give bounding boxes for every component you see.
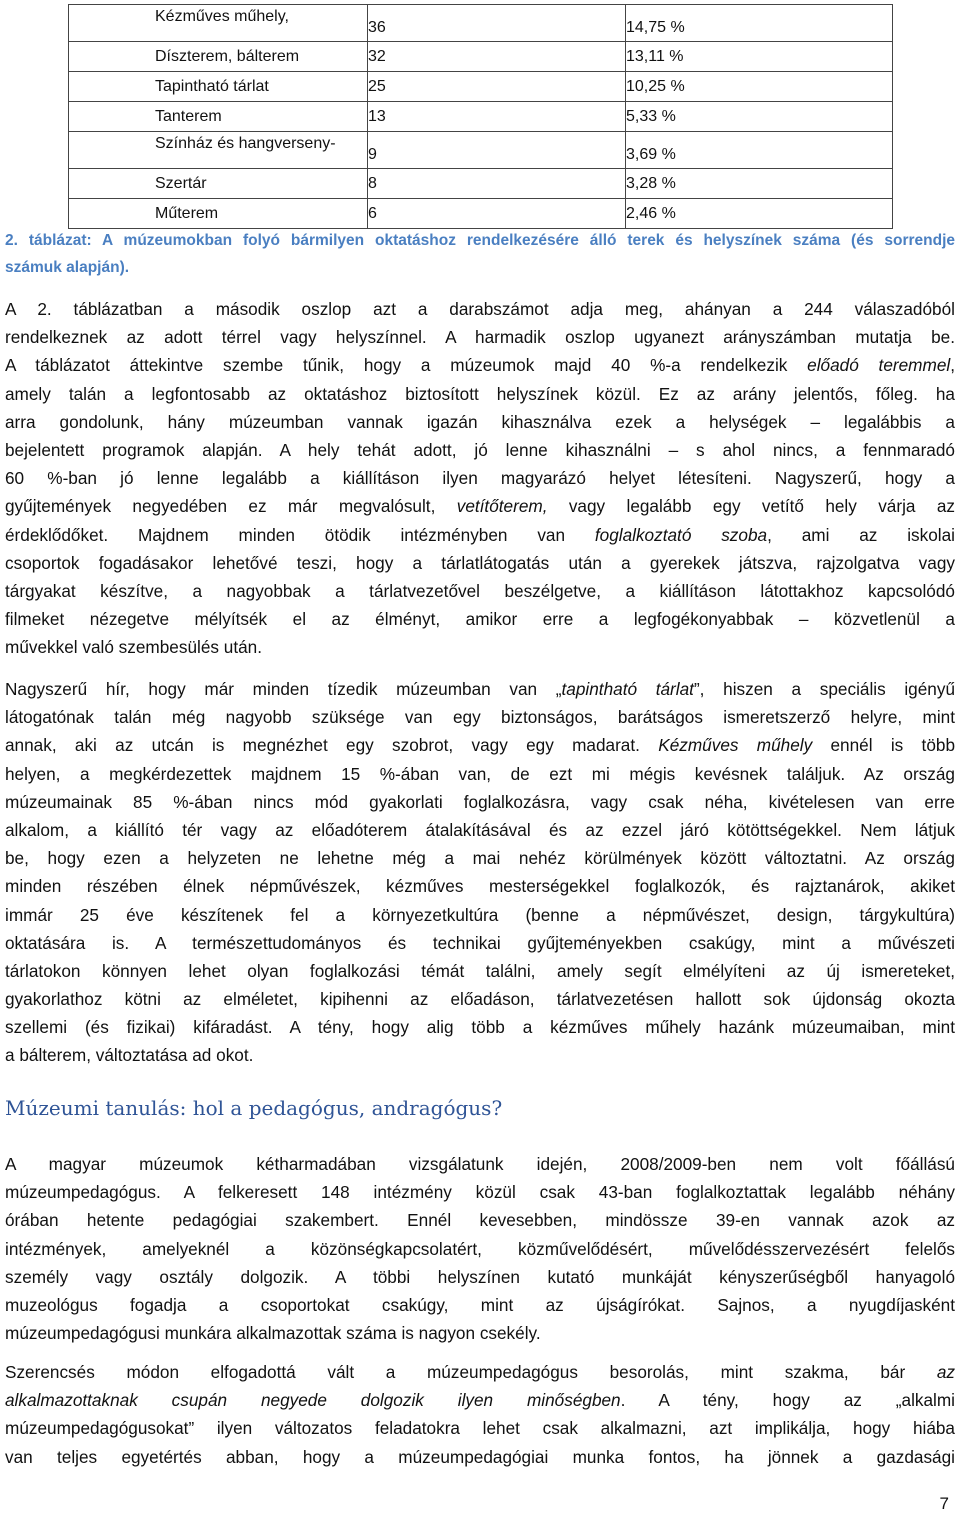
text-line (5, 351, 955, 379)
row-percent: 10,25 % (626, 72, 893, 102)
text-line: oktatására is. A természettudományos és technikai gyűjteményekben csakúgy, mint a művészeti (5, 932, 955, 953)
emphasis: előadó teremmel (807, 355, 951, 376)
text-line: tárlatokon könnyen lehet olyan foglalkozási témát találni, amely segít elmélyíteni az új ismereteket, (5, 960, 955, 981)
paragraph-museum-educators (5, 1150, 955, 1347)
text-line: gyakorlathoz kötni az elméletet, kipihenni az előadáson, tárlatvezetésen hallott sok újdonság okozta (5, 989, 955, 1010)
row-percent: 2,46 % (626, 199, 893, 229)
row-label: Szertár (69, 169, 368, 199)
page-number: 7 (939, 1494, 949, 1513)
text-run: vagy legalább egy vetítő hely várja az (547, 496, 955, 517)
text-line: muzeológus fogadja a csoportokat csakúgy, mint az újságírókat. Sajnos, a nyugdíjasként (5, 1294, 955, 1315)
text-run: . A tény, hogy az „alkalmi (620, 1390, 955, 1411)
table-row (69, 42, 893, 72)
text-run: ennél is több (812, 735, 956, 756)
caption-line: számuk alapján). (5, 259, 130, 276)
text-run: érdeklődőket. Majdnem minden ötödik intézményben van (5, 524, 595, 545)
row-count: 36 (368, 5, 626, 42)
places-table (68, 4, 893, 229)
text-line (5, 731, 955, 759)
emphasis: Kézműves műhely (658, 735, 813, 756)
text-run: , (950, 355, 955, 376)
row-count: 13 (368, 102, 626, 132)
row-count: 32 (368, 42, 626, 72)
table-row (69, 132, 893, 169)
row-percent: 14,75 % (626, 5, 893, 42)
table-caption (5, 227, 955, 281)
text-line: tárgyakat készítve, a nagyobbak a tárlatvezetővel beszélgetve, a kiállításon látottakhoz kapcsolódó (5, 580, 955, 601)
text-line: múzeumpedagógus. A felkeresett 148 intézmény közül csak 43-ban foglalkoztattak legalább néhány (5, 1182, 955, 1203)
text-line: arra gondolunk, hány múzeumban vannak igazán kihasználva ezek a helységek – legalábbis a (5, 411, 955, 432)
row-count: 8 (368, 169, 626, 199)
emphasis: tapintható tárlat (561, 679, 694, 699)
paragraph-spaces-analysis (5, 295, 955, 661)
text-line: bejelentett programok alapján. A hely tehát adott, jó lenne kihasználni – s ahol nincs, a fennmaradó (5, 439, 955, 460)
row-percent: 5,33 % (626, 102, 893, 132)
text-line: intézmények, amelyeknél a közönségkapcsolatért, közművelődésért, művelődésszervezésért felelős (5, 1238, 955, 1259)
row-label: Műterem (69, 199, 368, 229)
row-label: Tapintható tárlat (69, 72, 368, 102)
text-run: Nagyszerű hír, hogy már minden tízedik múzeumban van „ (5, 679, 562, 699)
emphasis: vetítőterem, (456, 496, 548, 517)
emphasis: az (936, 1362, 955, 1382)
text-run: ”, hiszen a speciális igényű (693, 679, 956, 699)
caption-line: 2. táblázat: A múzeumokban folyó bármilyen oktatáshoz rendelkezésére álló terek és helyszínek száma (és sorrendje (5, 232, 955, 249)
row-percent: 13,11 % (626, 42, 893, 72)
row-label: Díszterem, bálterem (69, 42, 368, 72)
text-line: A magyar múzeumok kétharmadában vizsgálatunk idején, 2008/2009-ben nem volt főállású (5, 1154, 955, 1174)
text-line: A 2. táblázatban a második oszlop azt a darabszámot adja meg, ahányan a 244 válaszadóból (5, 299, 955, 319)
text-run: annak, aki az utcán is megnézhet egy szobrot, vagy egy madarat. (5, 735, 659, 756)
row-count: 6 (368, 199, 626, 229)
text-line: van teljes egyetértés abban, hogy a múzeumpedagógiai munka fontos, ha jönnek a gazdasági (5, 1446, 955, 1467)
text-line: helyen, a megkérdezettek majdnem 15 %-ában van, de ezt mi mégis kevésnek találjuk. Az ország (5, 763, 955, 784)
emphasis: foglalkoztató szoba (594, 524, 768, 545)
text-line: 60 %-ban jó lenne legalább a kiállításon ilyen magyarázó helyet létesíteni. Nagyszerű, hogy a (5, 468, 955, 489)
row-count: 9 (368, 132, 626, 169)
text-line: minden részében élnek népművészek, kézműves mesterségekkel foglalkozók, és rajztanárok, akiket (5, 876, 955, 897)
text-run: A táblázatot áttekintve szembe tűnik, hogy a múzeumok majd 40 %-a rendelkezik (5, 355, 808, 376)
row-count: 25 (368, 72, 626, 102)
text-line (5, 1358, 955, 1386)
paragraph-profession (5, 1358, 955, 1471)
text-line (5, 521, 955, 549)
text-line: amely talán a legfontosabb az oktatáshoz biztosított helyszínek közül. Ez az arány jelentős, főleg. ha (5, 383, 955, 404)
text-line: szellemi (és fizikai) kifáradást. A tény, hogy alig több a kézműves műhely hazánk múzeumaiban, mint (5, 1017, 955, 1038)
text-line: múzeumpedagógusokat” ilyen változatos feladatokra lehet csak alkalmazni, azt implikálja, hogy hiába (5, 1418, 955, 1439)
text-run: , ami az iskolai (767, 524, 955, 545)
row-percent: 3,28 % (626, 169, 893, 199)
paragraph-tactile-exhibit (5, 675, 955, 1070)
table-row (69, 72, 893, 102)
row-percent: 3,69 % (626, 132, 893, 169)
text-line: filmeket nézegetve mélyítsék el az élményt, amikor erre a legfogékonyabbak – közvetlenül a (5, 609, 955, 630)
text-line: immár 25 éve készítenek fel a környezetkultúra (benne a népművészet, design, tárgykultúra) (5, 904, 955, 925)
text-line: alkalom, a kiállító tér vagy az előadóterem átalakításával és az ezzel járó kötöttségekkel. Nem látjuk (5, 819, 955, 840)
text-line: be, hogy ezen a helyzeten ne lehetne még a mai nehéz körülmények között változtatni. Az ország (5, 848, 955, 869)
text-line: rendelkeznek az adott térrel vagy helyszínnel. A harmadik oszlop ugyanezt arányszámban mutatja be. (5, 327, 955, 348)
table-row (69, 199, 893, 229)
text-line (5, 492, 955, 520)
section-heading: Múzeumi tanulás: hol a pedagógus, andragógus? (5, 1096, 503, 1120)
text-line: a bálterem, változtatása ad okot. (5, 1045, 254, 1066)
table-row (69, 102, 893, 132)
text-line: múzeumainak 85 %-ában nincs mód gyakorlati foglalkozásra, vagy csak néha, kivételesen van erre (5, 791, 955, 812)
text-line: csoportok fogadásakor lehetővé teszi, hogy a tárlatlátogatás után a gyerekek játszva, rajzolgatva vagy (5, 552, 955, 573)
text-run: Szerencsés módon elfogadottá vált a múzeumpedagógus besorolás, mint szakma, bár (5, 1362, 937, 1382)
emphasis: alkalmazottaknak csupán negyede dolgozik ilyen minőségben (5, 1390, 621, 1411)
row-label: Színház és hangverseny- (69, 132, 368, 169)
row-label: Kézműves műhely, (69, 5, 368, 42)
text-line (5, 675, 955, 703)
table-row (69, 169, 893, 199)
text-line: múzeumpedagógusi munkára alkalmazottak száma is nagyon csekély. (5, 1323, 541, 1344)
text-line (5, 1386, 955, 1414)
text-line: művekkel való szembesülés után. (5, 637, 262, 658)
text-line: látogatónak talán még nagyobb szüksége van egy biztonságos, barátságos ismeretszerző helyre, mint (5, 707, 955, 728)
text-line: órában hetente pedagógiai szakembert. Ennél kevesebben, mindössze 39-en vannak azok az (5, 1210, 955, 1231)
row-label: Tanterem (69, 102, 368, 132)
table-row (69, 5, 893, 42)
text-line: személy vagy osztály dolgozik. A többi helyszínen kutató munkáját kényszerűségből hanyagoló (5, 1266, 955, 1287)
text-run: gyűjtemények negyedében ez már megvalósult, (5, 496, 457, 517)
